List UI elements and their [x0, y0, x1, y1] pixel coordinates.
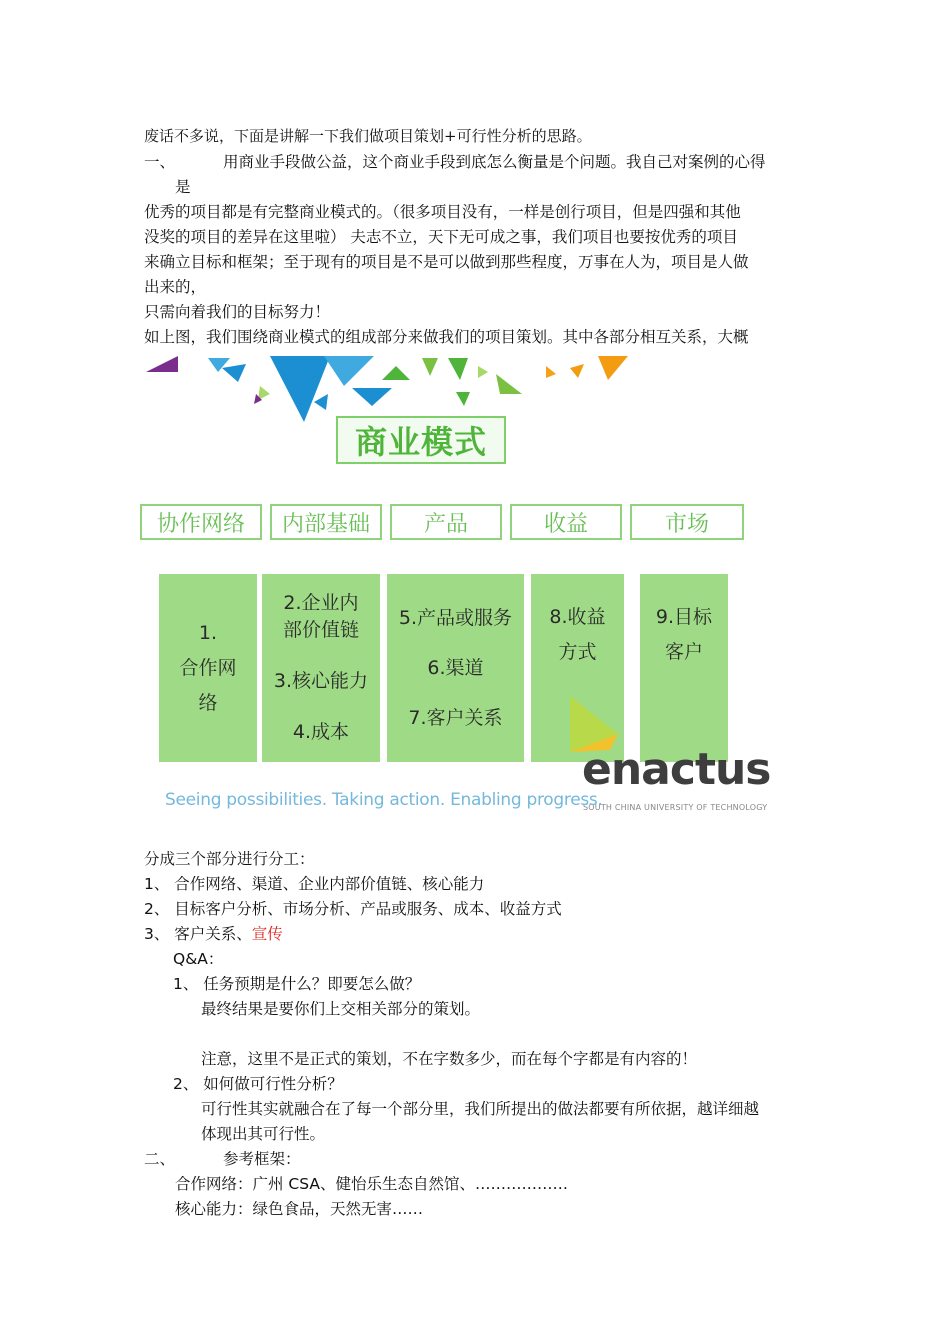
intro-text: 废话不多说，下面是讲解一下我们做项目策划+可行性分析的思路。 — [144, 127, 592, 145]
category-market: 市场 — [630, 504, 744, 540]
column-text: 合作网 — [179, 656, 237, 679]
column-text: 1. — [198, 621, 218, 644]
enactus-tagline: Seeing possibilities. Taking action. Enabling progress. — [165, 790, 603, 810]
paragraph-line: 出来的， — [144, 278, 207, 296]
column-text: 9.目标 — [655, 606, 713, 628]
qa-question: 1、 任务预期是什么？即要怎么做？ — [173, 975, 421, 993]
section-one-heading — [144, 150, 766, 175]
section-number: 一、 — [144, 153, 176, 171]
paragraph-line: 来确立目标和框架；至于现有的项目是不是可以做到那些程度，万事在人为，项目是人做 — [144, 253, 749, 271]
qa-answer: 可行性其实就融合在了每一个部分里，我们所提出的做法都要有所依据，越详细越 — [201, 1100, 760, 1118]
enactus-logo: enactus — [582, 744, 771, 795]
paragraph-line: 没奖的项目的差异在这里啦） 夫志不立，天下无可成之事，我们项目也要按优秀的项目 — [144, 228, 738, 246]
section-number: 二、 — [144, 1150, 176, 1168]
section-title: 参考框架： — [223, 1150, 301, 1168]
reference-line: 核心能力：绿色食品，天然无害…… — [175, 1200, 424, 1218]
reference-line: 合作网络：广州 CSA、健怡乐生态自然馆、……………… — [175, 1175, 568, 1193]
paragraph-line: 如上图，我们围绕商业模式的组成部分来做我们的项目策划。其中各部分相互关系，大概 — [144, 328, 749, 346]
column-collaboration — [159, 574, 257, 762]
division-item: 2、 目标客户分析、市场分析、产品或服务、成本、收益方式 — [144, 900, 562, 918]
paragraph-line: 只需向着我们的目标努力！ — [144, 303, 331, 321]
column-internal — [262, 574, 380, 762]
division-title: 分成三个部分进行分工： — [144, 850, 315, 868]
qa-answer: 体现出其可行性。 — [201, 1125, 326, 1143]
qa-answer: 注意，这里不是正式的策划，不在字数多少，而在每个字都是有内容的！ — [201, 1050, 698, 1068]
category-collaboration-network: 协作网络 — [140, 504, 262, 540]
category-revenue: 收益 — [510, 504, 622, 540]
category-product: 产品 — [390, 504, 502, 540]
qa-question: 2、 如何做可行性分析？ — [173, 1075, 343, 1093]
column-text: 5.产品或服务 — [398, 607, 513, 629]
column-text: 络 — [198, 691, 218, 714]
column-market — [640, 574, 728, 762]
column-text: 4.成本 — [292, 721, 350, 743]
business-model-diagram — [138, 350, 770, 830]
division-item-text: 3、 客户关系、 — [144, 925, 252, 943]
column-text: 6.渠道 — [427, 657, 484, 679]
qa-answer: 最终结果是要你们上交相关部分的策划。 — [201, 1000, 481, 1018]
column-product — [387, 574, 524, 762]
category-internal-foundation: 内部基础 — [270, 504, 382, 540]
section-text: 用商业手段做公益，这个商业手段到底怎么衡量是个问题。我自己对案例的心得 — [223, 153, 766, 171]
qa-title: Q&A： — [173, 950, 224, 968]
column-text: 客户 — [664, 641, 703, 663]
business-model-title: 商业模式 — [336, 416, 506, 464]
column-text: 2.企业内 — [283, 592, 359, 614]
section-one-wrap: 是 — [175, 178, 191, 196]
enactus-logo-subtitle: SOUTH CHINA UNIVERSITY OF TECHNOLOGY — [583, 803, 768, 812]
division-item — [144, 922, 283, 947]
column-text: 方式 — [558, 641, 597, 663]
division-item-highlight: 宣传 — [251, 925, 283, 943]
column-text: 3.核心能力 — [273, 670, 369, 692]
column-text: 8.收益 — [549, 606, 606, 628]
section-two-heading — [144, 1147, 301, 1172]
division-item: 1、 合作网络、渠道、企业内部价值链、核心能力 — [144, 875, 485, 893]
column-text: 7.客户关系 — [408, 707, 503, 729]
paragraph-line: 优秀的项目都是有完整商业模式的。（很多项目没有，一样是创行项目，但是四强和其他 — [144, 203, 741, 221]
column-text: 部价值链 — [282, 619, 359, 641]
